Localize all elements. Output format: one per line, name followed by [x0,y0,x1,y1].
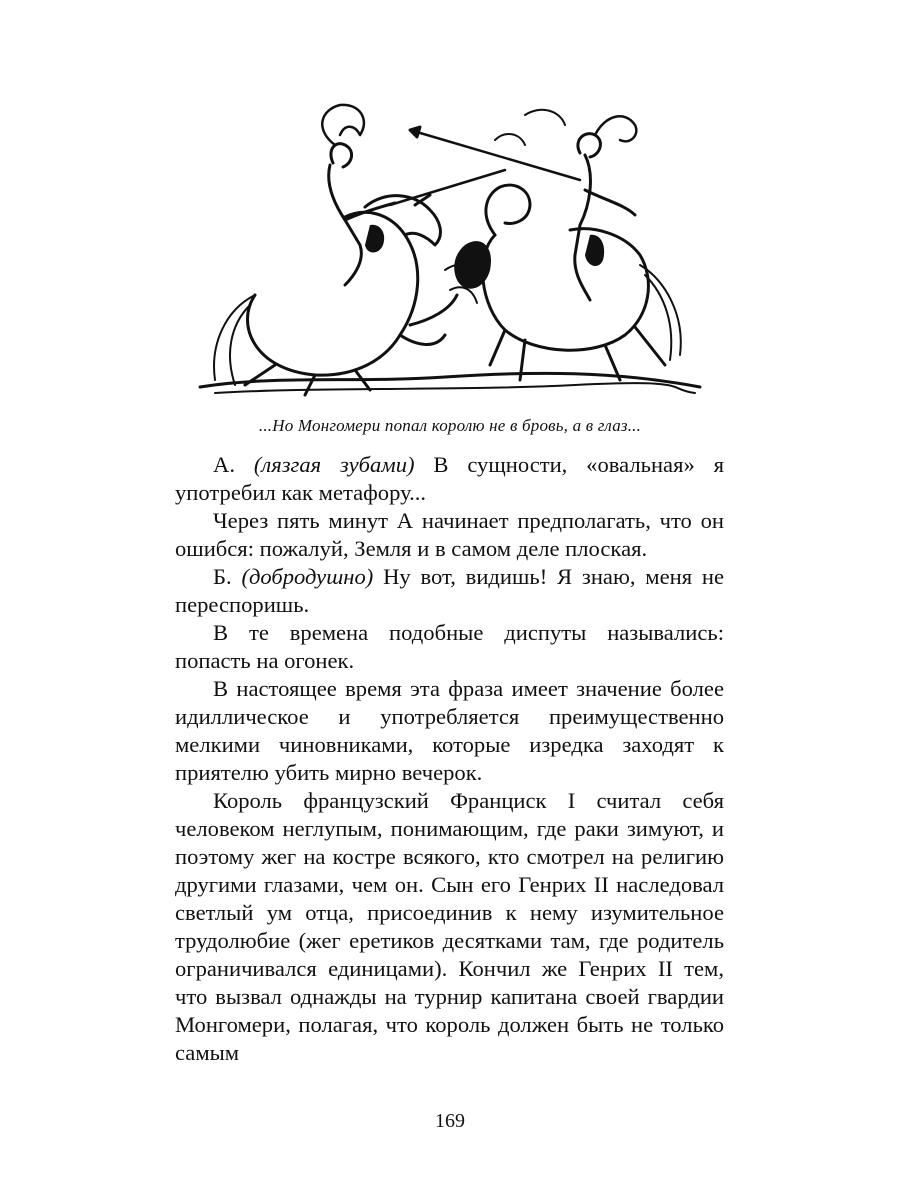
paragraph-text: В сущности, «овальная» я употребил как метафору... [175,452,724,505]
paragraph: В те времена подобные диспуты назывались: попасть на огонек. [175,620,724,673]
page-number: 169 [435,1110,465,1132]
jousting-knights-illustration [195,95,705,400]
stage-direction: (лязгая зубами) [253,452,415,477]
body-text [175,451,724,1067]
figure-caption: ...Но Монгомери попал королю не в бровь, а в глаз... [258,416,642,435]
speaker-label: Б. [213,564,232,589]
paragraph-text: Ну вот, видишь! Я знаю, меня не переспоришь. [175,564,725,617]
paragraph: Король французский Франциск I считал себя человеком неглупым, понимающим, где раки зимуют, и поэтому жег на костре всякого, кто смотрел на религию другими глазами, чем он. Сын его Генрих II наследовал светлый ум отца, присоединив к нему изумительное трудолюбие (жег еретиков десятками там, где родитель ограничивался единицами). Кончил же Генрих II тем, что вызвал однажды на турнир капитана своей гвардии Монгомери, полагая, что король должен быть не только самым [175,788,724,1065]
stage-direction: (добродушно) [241,564,374,589]
paragraph: Через пять минут А начинает предполагать, что он ошибся: пожалуй, Земля и в самом деле плоская. [175,508,724,561]
paragraph: В настоящее время эта фраза имеет значение более идиллическое и употребляется преимущественно мелкими чиновниками, которые изредка заходят к приятелю убить мирно вечерок. [175,676,724,785]
paragraph [175,451,724,507]
paragraph [175,563,724,619]
speaker-label: А. [213,452,235,477]
